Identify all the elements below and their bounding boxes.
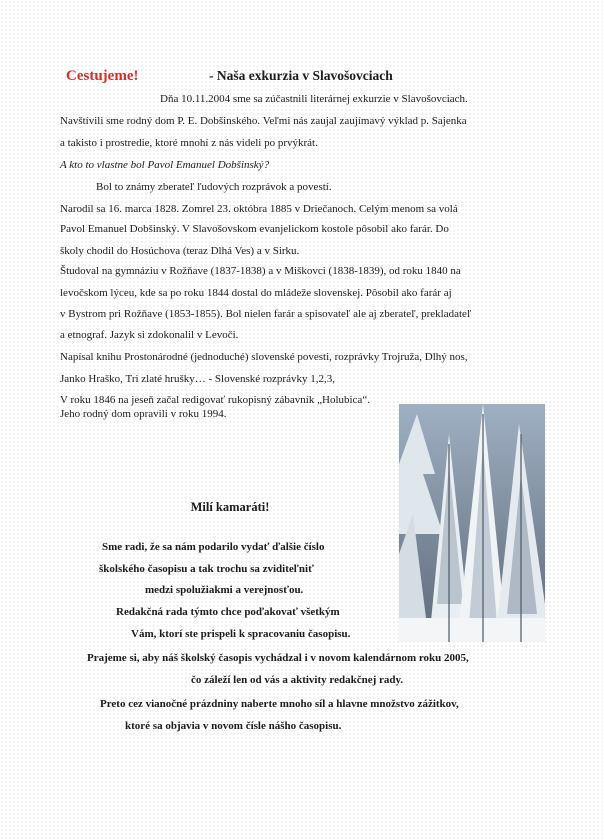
article-line: Janko Hraško, Tri zlaté hrušky… - Slovenské rozprávky 1,2,3, [60, 373, 335, 385]
greeting-line: Vám, ktorí ste prispeli k spracovaniu časopisu. [131, 628, 351, 640]
greeting-line: Prajeme si, aby náš školský časopis vychádzal i v novom kalendárnom roku 2005, [87, 652, 469, 664]
greeting-title: Milí kamaráti! [190, 500, 270, 514]
article-line: Študoval na gymnáziu v Rožňave (1837-1838) a v Miškovci (1838-1839), od roku 1840 na [60, 265, 461, 277]
section-label: Cestujeme! [66, 68, 139, 84]
article-title: - Naša exkurzia v Slavošovciach [209, 68, 393, 83]
article-line: Navštívili sme rodný dom P. E. Dobšinského. Veľmi nás zaujal zaujímavý výklad p. Sajenka [60, 115, 467, 127]
greeting-line: školského časopisu a tak trochu sa zviditeľniť [99, 563, 314, 575]
snowy-forest-photo [399, 404, 545, 642]
greeting-line: Preto cez vianočné prázdniny naberte mnoho síl a hlavne množstvo zážitkov, [100, 698, 459, 710]
article-line: a takisto i prostredie, ktoré mnohí z nás videli po prvýkrát. [60, 137, 318, 149]
greeting-line: Redakčná rada týmto chce poďakovať všetkým [116, 606, 340, 618]
article-line: v Bystrom pri Rožňave (1853-1855). Bol nielen farár a spisovateľ ale aj zberateľ, prekladateľ [60, 308, 472, 320]
greeting-line: čo záleží len od vás a aktivity redakčnej rady. [191, 674, 404, 686]
article-line: Jeho rodný dom opravili v roku 1994. [60, 408, 227, 420]
article-question: A kto to vlastne bol Pavol Emanuel Dobšinský? [60, 159, 270, 171]
article-line: Bol to známy zberateľ ľudových rozprávok a povestí. [96, 181, 332, 193]
greeting-line: Sme radi, že sa nám podarilo vydať ďalšie číslo [102, 541, 325, 553]
article-line: V roku 1846 na jeseň začal redigovať rukopisný zábavník „Holubica“. [60, 394, 370, 406]
greeting-line: medzi spolužiakmi a verejnosťou. [145, 584, 304, 596]
article-line: a etnograf. Jazyk si zdokonalil v Levoči. [60, 329, 239, 341]
article-line: levočskom lýceu, kde sa po roku 1844 dostal do mládeže slovenskej. Pôsobil ako farár aj [60, 287, 452, 299]
snowy-forest-illustration [399, 404, 545, 642]
article-line: Narodil sa 16. marca 1828. Zomrel 23. októbra 1885 v Driečanoch. Celým menom sa volá [60, 203, 458, 215]
article-line: Dňa 10.11.2004 sme sa zúčastnili literárnej exkurzie v Slavošovciach. [160, 93, 468, 105]
article-line: Pavol Emanuel Dobšinský. V Slavošovskom evanjelickom kostole pôsobil ako farár. Do [60, 223, 449, 235]
greeting-line: ktoré sa objavia v novom čísle nášho časopisu. [125, 720, 342, 732]
article-line: školy chodil do Hosúchova (teraz Dlhá Ves) a v Sirku. [60, 245, 300, 257]
article-line: Napísal knihu Prostonárodné (jednoduché) slovenské povesti, rozprávky Trojruža, Dlhý nos, [60, 351, 468, 363]
